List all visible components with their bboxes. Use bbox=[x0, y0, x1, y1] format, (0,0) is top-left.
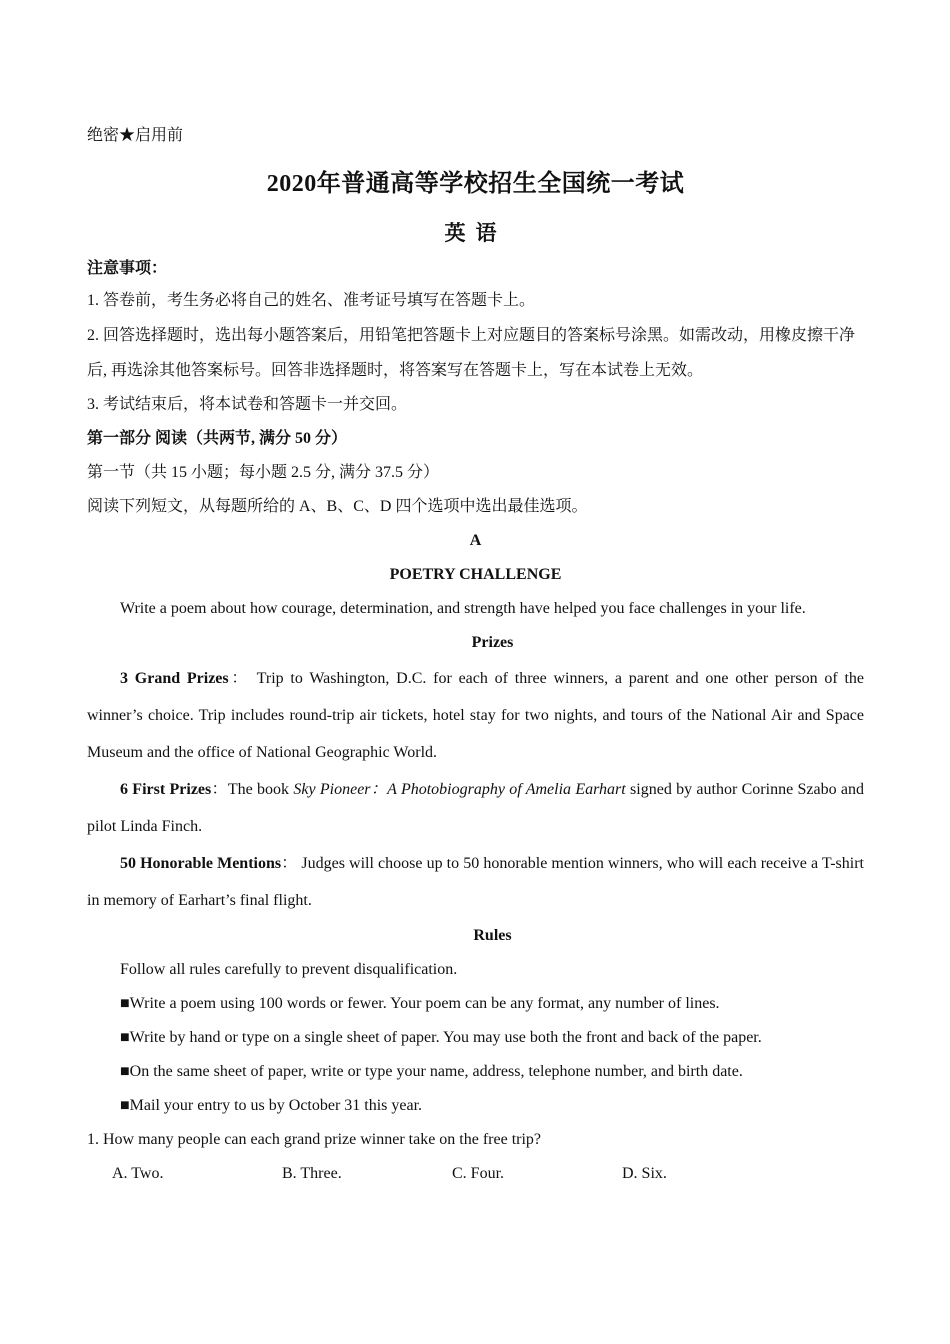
passage-letter: A bbox=[469, 532, 482, 549]
option-a: A. Two. bbox=[112, 1165, 164, 1182]
rules-heading: Rules bbox=[473, 927, 512, 944]
grand-prize-label: 3 Grand Prizes bbox=[120, 670, 229, 687]
honorable-mention-sep: ： bbox=[281, 855, 298, 872]
first-prize-label: 6 First Prizes bbox=[120, 781, 212, 798]
exam-title: 2020年普通高等学校招生全国统一考试 bbox=[266, 171, 685, 197]
book-title: Sky Pioneer：A Photobiography of Amelia Earhart bbox=[293, 781, 626, 798]
option-b: B. Three. bbox=[282, 1165, 342, 1182]
confidential-label: 绝密★启用前 bbox=[87, 127, 184, 144]
grand-prize-sep: ： bbox=[228, 670, 251, 687]
grand-prize-paragraph bbox=[87, 660, 864, 771]
question-1-options bbox=[112, 1157, 864, 1191]
passage-title: POETRY CHALLENGE bbox=[389, 566, 562, 583]
section1-heading: 第一节（共 15 小题；每小题 2.5 分, 满分 37.5 分） bbox=[87, 464, 440, 481]
grand-prize-text: Trip to Washington, D.C. for each of three winners, a parent and one other person of the winner’s choice. Trip includes round-trip air tickets, hotel stay for two nights, and tours of the National Air and Space Museum and the office of National Geographic World. bbox=[87, 670, 864, 761]
part1-heading: 第一部分 阅读（共两节, 满分 50 分） bbox=[87, 430, 348, 447]
question-1-stem: 1. How many people can each grand prize winner take on the free trip? bbox=[87, 1131, 542, 1148]
rule-item: ■Write a poem using 100 words or fewer. Your poem can be any format, any number of lines. bbox=[120, 995, 720, 1012]
notes-item-2: 2. 回答选择题时，选出每小题答案后，用铅笔把答题卡上对应题目的答案标号涂黑。如需改动，用橡皮擦干净后, 再选涂其他答案标号。回答非选择题时，将答案写在答题卡上，写在本试卷上无效。 bbox=[87, 327, 856, 379]
rules-intro: Follow all rules carefully to prevent disqualification. bbox=[120, 961, 458, 978]
honorable-mention-text: Judges will choose up to 50 honorable mention winners, who will each receive a T-shirt in memory of Earhart’s final flight. bbox=[87, 855, 864, 909]
reading-instruction: 阅读下列短文，从每题所给的 A、B、C、D 四个选项中选出最佳选项。 bbox=[87, 498, 588, 515]
first-prize-sep: ： bbox=[211, 781, 228, 798]
first-prize-text-before: The book bbox=[227, 781, 294, 798]
passage-intro: Write a poem about how courage, determination, and strength have helped you face challenges in your life. bbox=[120, 600, 806, 617]
subject-text: 英语 bbox=[444, 221, 507, 245]
exam-page bbox=[87, 124, 864, 1191]
rule-item: ■On the same sheet of paper, write or type your name, address, telephone number, and birth date. bbox=[120, 1063, 743, 1080]
honorable-mention-label: 50 Honorable Mentions bbox=[120, 855, 282, 872]
rule-item: ■Write by hand or type on a single sheet of paper. You may use both the front and back of the paper. bbox=[120, 1029, 762, 1046]
option-d: D. Six. bbox=[622, 1165, 667, 1182]
notes-item-1: 1. 答卷前，考生务必将自己的姓名、准考证号填写在答题卡上。 bbox=[87, 292, 536, 309]
honorable-mention-paragraph bbox=[87, 845, 864, 919]
rule-item: ■Mail your entry to us by October 31 this year. bbox=[120, 1097, 423, 1114]
first-prize-paragraph bbox=[87, 771, 864, 845]
prizes-heading: Prizes bbox=[471, 634, 514, 651]
notes-heading: 注意事项： bbox=[87, 260, 168, 277]
subject-title bbox=[87, 218, 864, 248]
notes-item-3: 3. 考试结束后，将本试卷和答题卡一并交回。 bbox=[87, 396, 408, 413]
option-c: C. Four. bbox=[452, 1165, 505, 1182]
first-prize-text-after: signed by author Corinne Szabo and pilot Linda Finch. bbox=[87, 781, 864, 835]
